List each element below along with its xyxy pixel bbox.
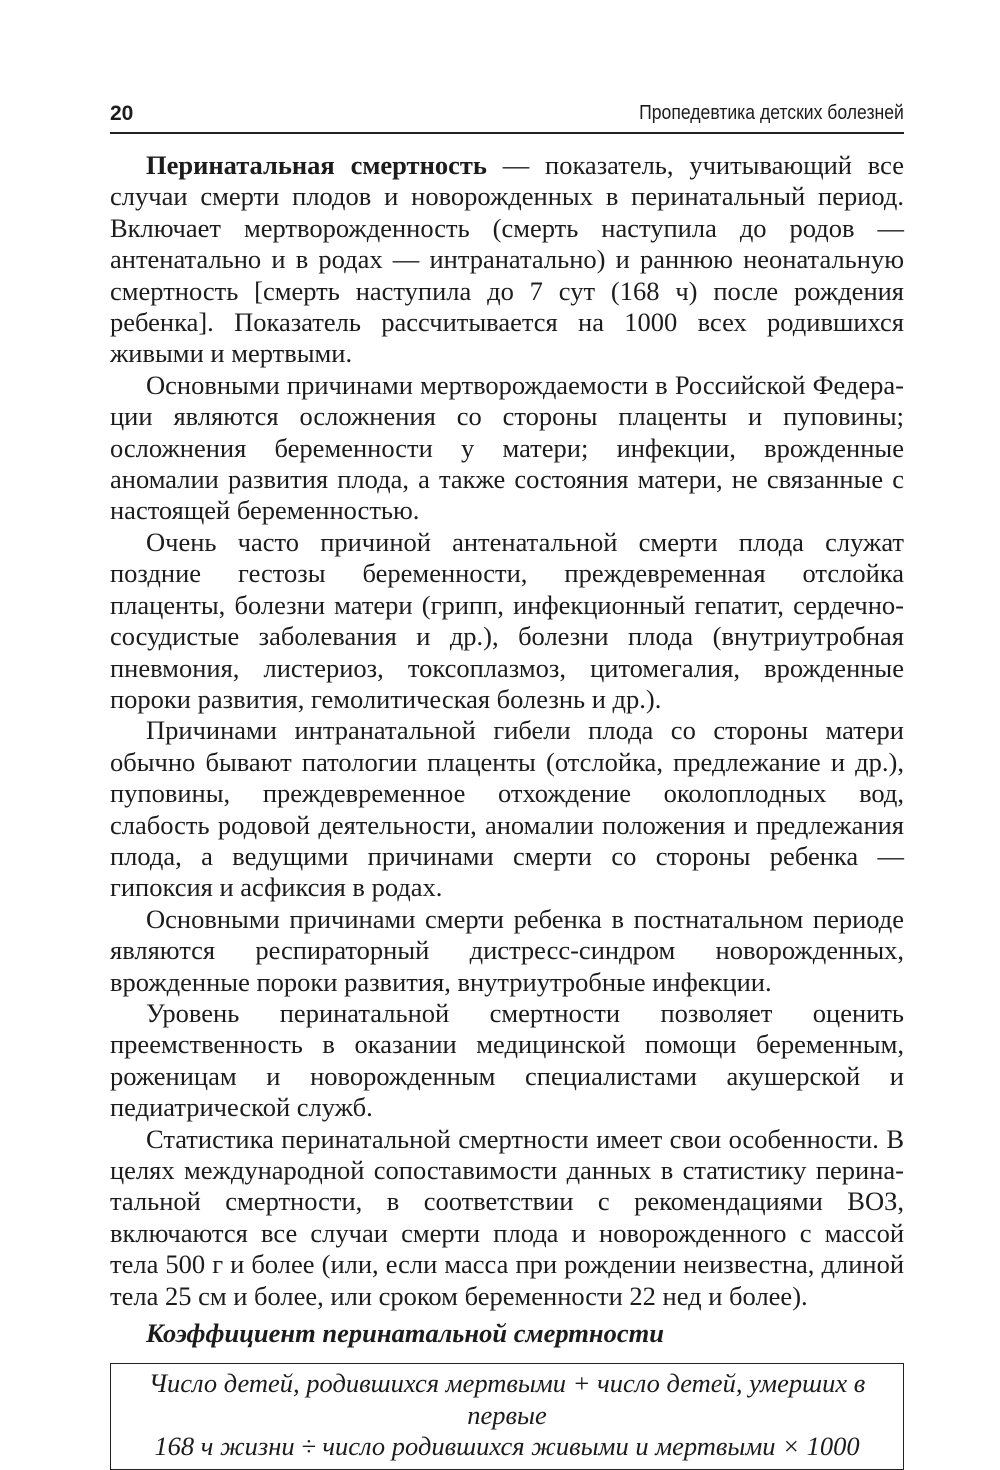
formula-line-1: Число детей, родившихся мертвыми + число детей, умерших в первые [148, 1368, 866, 1430]
paragraph-postnatal-causes: Основными причинами смерти ребенка в постнатальном периоде являются респираторный дистресс-синдром новорожденных, врожденные пороки развития, внутриутробные инфекции. [110, 903, 904, 997]
formula-heading: Коэффициент перинатальной смертности [146, 1318, 664, 1349]
running-title: Пропедевтика детских болезней [639, 102, 904, 124]
paragraph-stillbirth-causes: Основными причинами мертворождаемости в Российской Федерации являются осложнения со стороны плаценты и пуповины; осложнения беременности у матери; инфекции, врожденные аномалии развития плода, а также состояния матери, не связанные с настоящей беременностью. [110, 369, 904, 526]
paragraph-text: — показатель, учитывающий все случаи смерти плодов и новорожденных в перинатальный период. Включает мертворожденность (смерть наступила до родов — антенатально и в родах — интранатально) и раннюю неонатальную смертность [смерть наступила до 7 сут (168 ч) после рождения ребенка]. Показатель рассчитывается на 1000 всех родившихся живыми и мертвыми. [110, 150, 904, 369]
formula-line-2: 168 ч жизни ÷ число родившихся живыми и мертвыми × 1000 [154, 1431, 860, 1462]
defined-term: Перинатальная смертность [146, 150, 487, 180]
page-number: 20 [110, 102, 134, 125]
paragraph-continuity: Уровень перинатальной смертности позволяет оценить преемственность в оказании медицинской помощи беременным, роженицам и новорожденным специалистами акушерской и педиатрической служб. [110, 997, 904, 1123]
formula-box [110, 1363, 904, 1469]
page-header [110, 96, 904, 134]
paragraph-antenatal-causes: Очень часто причиной антенатальной смерти плода служат поздние гестозы беременности, преждевременная отслойка плаценты, болезни матери (грипп, инфекционный гепатит, сердечно-сосудистые заболевания и др.), болезни плода (внутриутробная пневмония, листериоз, токсоплазмоз, цитомегалия, врожденные пороки развития, гемолитическая болезнь и др.). [110, 526, 904, 714]
paragraph-intranatal-causes: Причинами интранатальной гибели плода со стороны матери обычно бывают патологии плаценты (отслойка, предлежание и др.), пуповины, преждевременное отхождение околоплодных вод, слабость родовой деятельности, аномалии положения и предлежания плода, а ведущими причинами смерти со стороны ребенка — гипоксия и асфиксия в родах. [110, 715, 904, 903]
main-text [110, 150, 904, 1470]
paragraph-definition [110, 150, 904, 370]
paragraph-statistics: Статистика перинатальной смертности имеет свои особенности. В целях международной сопоставимости данных в статистику перинатальной смертности, в соответствии с рекомендациями ВОЗ, включаются все случаи смерти плода и новорожденного с массой тела 500 г и более (или, если масса при рождении неизвестна, длиной тела 25 см и более, или сроком беременности 22 нед и более). [110, 1123, 904, 1311]
